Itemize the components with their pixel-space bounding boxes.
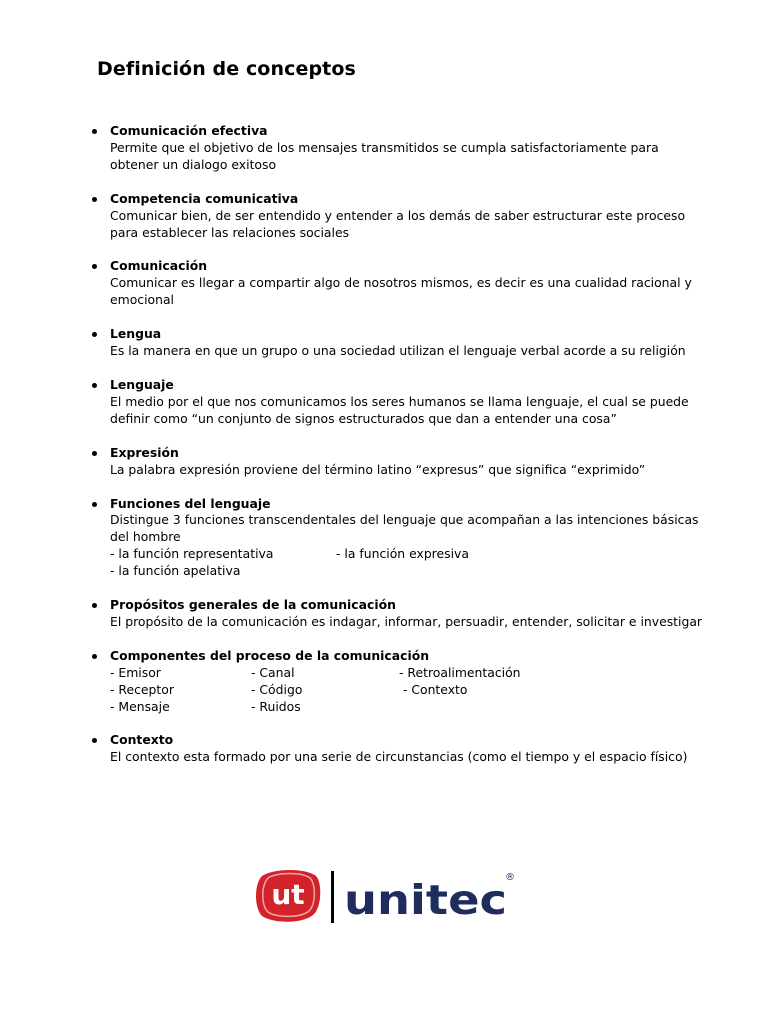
concept-description: Distingue 3 funciones transcendentales del lenguaje que acompañan a las intenciones básicas del hombre	[110, 512, 699, 545]
component-label: - Código	[251, 681, 303, 697]
list-item	[92, 496, 702, 581]
concept-term: Competencia comunicativa	[110, 190, 299, 206]
ut-mark-text: ut	[271, 878, 305, 911]
function-label: - la función apelativa	[110, 563, 241, 579]
concept-description: La palabra expresión proviene del término latino “expresus” que significa “exprimido”	[110, 461, 646, 477]
component-label: - Retroalimentación	[399, 664, 521, 680]
component-row	[110, 682, 702, 699]
logo-wordmark: unitec	[344, 876, 507, 924]
list-item	[92, 377, 702, 428]
list-item	[92, 191, 702, 242]
bullet-icon	[92, 383, 97, 388]
bullet-icon	[92, 738, 97, 743]
page-title: Definición de conceptos	[97, 58, 356, 80]
concept-term: Expresión	[110, 444, 179, 460]
concept-term: Comunicación efectiva	[110, 123, 268, 138]
concept-list	[92, 123, 702, 766]
concept-term: Comunicación	[110, 258, 208, 274]
concept-term: Contexto	[110, 732, 174, 748]
bullet-icon	[92, 603, 97, 608]
registered-mark: ®	[505, 872, 515, 883]
bullet-icon	[92, 654, 97, 659]
concept-description: Permite que el objetivo de los mensajes transmitidos se cumpla satisfactoriamente para obtener un dialogo exitoso	[110, 139, 659, 172]
concept-description: Es la manera en que un grupo o una sociedad utilizan el lenguaje verbal acorde a su religión	[110, 343, 686, 359]
component-label: - Mensaje	[110, 698, 170, 714]
list-item	[92, 648, 702, 716]
component-label: - Canal	[251, 664, 295, 680]
component-label: - Emisor	[110, 664, 161, 680]
concept-term: Propósitos generales de la comunicación	[110, 597, 396, 613]
concept-term: Lenguaje	[110, 376, 174, 392]
concept-description: El contexto esta formado por una serie de circunstancias (como el tiempo y el espacio físico)	[110, 749, 688, 765]
list-item	[92, 258, 702, 309]
list-item	[92, 597, 702, 631]
function-row	[110, 546, 702, 563]
list-item	[92, 732, 702, 766]
bullet-icon	[92, 129, 97, 134]
component-label: - Receptor	[110, 681, 174, 697]
bullet-icon	[92, 451, 97, 456]
unitec-logo	[254, 866, 516, 926]
function-label: - la función representativa	[110, 546, 274, 562]
concept-term: Lengua	[110, 326, 162, 342]
ut-mark-icon	[256, 870, 320, 922]
bullet-icon	[92, 197, 97, 202]
component-label: - Ruidos	[251, 698, 301, 714]
function-label: - la función expresiva	[336, 546, 469, 562]
concept-description: Comunicar bien, de ser entendido y entender a los demás de saber estructurar este proceso para establecer las relaciones sociales	[110, 207, 686, 240]
component-row	[110, 699, 702, 716]
logo-divider	[331, 871, 334, 923]
bullet-icon	[92, 332, 97, 337]
concept-term: Funciones del lenguaje	[110, 495, 271, 511]
component-label: - Contexto	[399, 681, 468, 697]
bullet-icon	[92, 264, 97, 269]
concept-description: Comunicar es llegar a compartir algo de nosotros mismos, es decir es una cualidad racional y emocional	[110, 275, 692, 308]
component-row	[110, 665, 702, 682]
list-item	[92, 123, 702, 174]
concept-description: El medio por el que nos comunicamos los seres humanos se llama lenguaje, el cual se puede definir como “un conjunto de signos estructurados que dan a entender una cosa”	[110, 393, 689, 426]
function-row	[110, 563, 702, 580]
list-item	[92, 326, 702, 360]
list-item	[92, 445, 702, 479]
bullet-icon	[92, 502, 97, 507]
concept-term: Componentes del proceso de la comunicación	[110, 647, 430, 663]
concept-description: El propósito de la comunicación es indagar, informar, persuadir, entender, solicitar e investigar	[110, 613, 703, 629]
